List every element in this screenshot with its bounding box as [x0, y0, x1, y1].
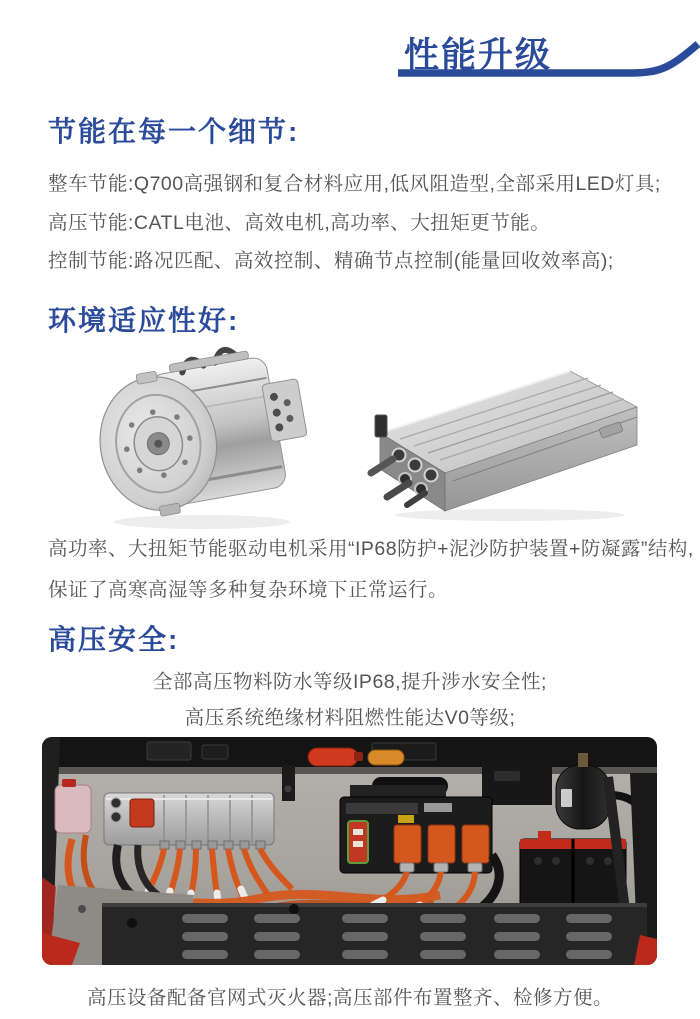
title-underline-swoosh	[398, 40, 700, 86]
energy-line-2: 高压节能:CATL电池、高效电机,高功率、大扭矩更节能。	[48, 212, 551, 234]
high-voltage-compartment-photo	[42, 737, 657, 965]
motor-controller-image	[345, 355, 645, 525]
safety-line-2: 高压系统绝缘材料阻燃性能达V0等级;	[184, 707, 516, 729]
fire-extinguisher	[308, 748, 363, 766]
safety-line-1: 全部高压物料防水等级IP68,提升涉水安全性;	[153, 671, 547, 693]
environment-line-2: 保证了高寒高湿等多种复杂环境下正常运行。	[48, 579, 449, 601]
page-title: 性能升级	[404, 36, 553, 75]
section-heading-safety: 高压安全:	[48, 624, 180, 655]
energy-line-1: 整车节能:Q700高强钢和复合材料应用,低风阻造型,全部采用LED灯具;	[48, 173, 661, 195]
battery-boxes	[520, 831, 626, 911]
section-heading-environment: 环境适应性好:	[48, 305, 240, 336]
drive-motor-image	[82, 338, 322, 533]
section-heading-energy: 节能在每一个细节:	[48, 116, 300, 147]
photo-caption: 高压设备配备官网式灭火器;高压部件布置整齐、检修方便。	[87, 987, 613, 1009]
energy-line-3: 控制节能:路况匹配、高效控制、精确节点控制(能量回收效率高);	[48, 250, 614, 272]
yellow-cylinder	[368, 750, 404, 765]
environment-line-1: 高功率、大扭矩节能驱动电机采用“IP68防护+泥沙防护装置+防凝露”结构,	[48, 538, 694, 560]
